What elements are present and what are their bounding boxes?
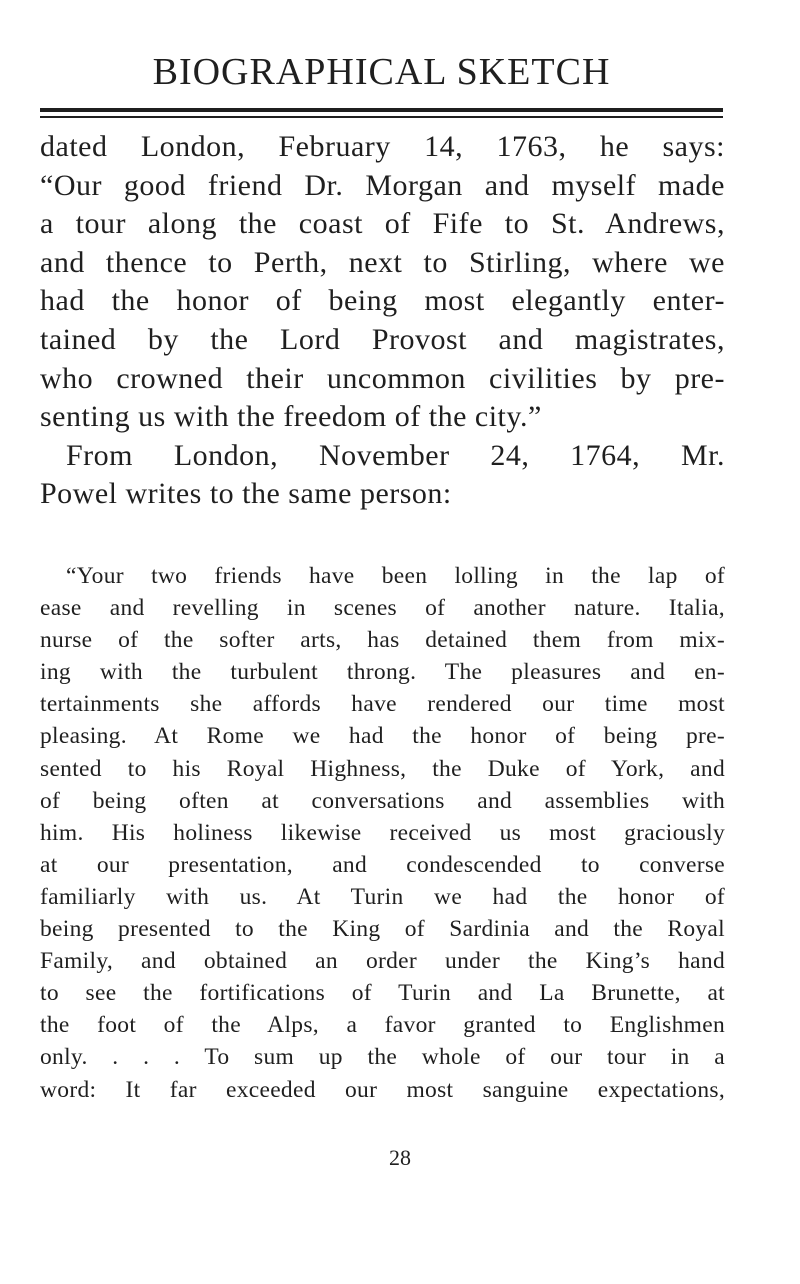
- quote-line: at our presentation, and condescended to converse: [40, 851, 725, 878]
- quote-line: familiarly with us. At Turin we had the honor of: [40, 883, 725, 910]
- quote-line: ing with the turbulent throng. The pleasures and en-: [40, 659, 725, 686]
- text-line: Powel writes to the same person:: [40, 477, 452, 511]
- quote-line: sented to his Royal Highness, the Duke of York, and: [40, 755, 725, 782]
- paragraph-letter-1763: [40, 128, 725, 437]
- header-rule-thick: [40, 108, 723, 112]
- text-line: had the honor of being most elegantly enter-: [40, 284, 725, 318]
- page-header: [40, 50, 723, 118]
- text-line: dated London, February 14, 1763, he says:: [40, 130, 725, 163]
- quote-line: ease and revelling in scenes of another nature. Italia,: [40, 595, 725, 622]
- quote-line: him. His holiness likewise received us most graciously: [40, 819, 725, 846]
- quote-line: only. . . . To sum up the whole of our tour in a: [40, 1044, 725, 1071]
- header-rules: [40, 108, 723, 118]
- quote-line: being presented to the King of Sardinia and the Royal: [40, 916, 725, 943]
- quote-line: to see the fortifications of Turin and La Brunette, at: [40, 980, 725, 1007]
- quote-line: nurse of the softer arts, has detained them from mix-: [40, 627, 725, 654]
- quote-line: the foot of the Alps, a favor granted to Englishmen: [40, 1012, 725, 1039]
- text-line: a tour along the coast of Fife to St. Andrews,: [40, 207, 725, 241]
- quote-line: pleasing. At Rome we had the honor of being pre-: [40, 723, 725, 750]
- running-head: BIOGRAPHICAL SKETCH: [152, 51, 611, 93]
- text-line: tained by the Lord Provost and magistrates,: [40, 322, 725, 356]
- text-line: From London, November 24, 1764, Mr.: [66, 438, 725, 472]
- text-line: “Our good friend Dr. Morgan and myself made: [40, 168, 725, 202]
- text-line: senting us with the freedom of the city.”: [40, 400, 542, 434]
- quote-line: word: It far exceeded our most sanguine expectations,: [40, 1076, 725, 1103]
- body-text: [40, 128, 725, 514]
- quote-line: tertainments she affords have rendered our time most: [40, 691, 725, 718]
- text-line: and thence to Perth, next to Stirling, where we: [40, 245, 725, 279]
- paragraph-letter-1764: [40, 437, 725, 514]
- quote-line: Family, and obtained an order under the King’s hand: [40, 948, 725, 975]
- text-line: who crowned their uncommon civilities by pre-: [40, 361, 725, 395]
- quote-line: of being often at conversations and assemblies with: [40, 787, 725, 814]
- quote-line: “Your two friends have been lolling in the lap of: [66, 563, 725, 589]
- block-quotation: [40, 560, 725, 1106]
- page-number: 28: [389, 1145, 411, 1170]
- header-rule-thin: [40, 116, 723, 118]
